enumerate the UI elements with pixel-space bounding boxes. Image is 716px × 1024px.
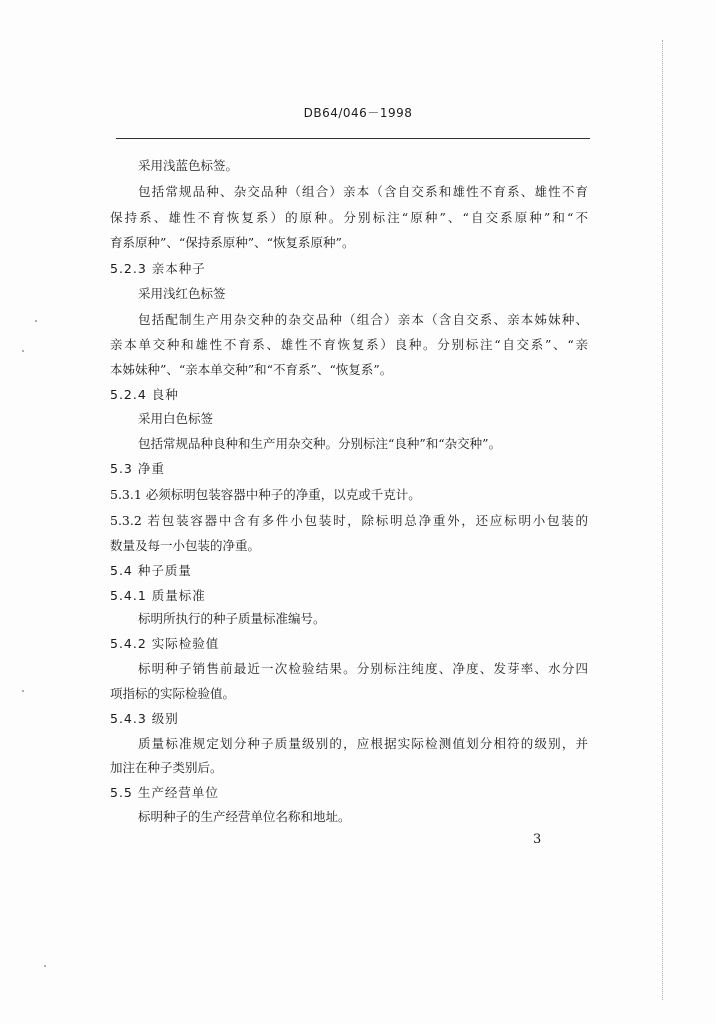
body-line: 采用浅蓝色标签。: [138, 158, 239, 173]
body-line: 标明种子的生产经营单位名称和地址。: [138, 809, 351, 824]
body-line: 质量标准规定划分种子质量级别的，应根据实际检测值划分相符的级别，并: [138, 736, 588, 751]
body-line: 标明所执行的种子质量标准编号。: [138, 611, 326, 626]
section-heading: 5.4.3 级别: [110, 711, 179, 726]
body-line: 采用白色标签: [138, 411, 214, 426]
page-number: 3: [533, 832, 542, 847]
body-line: 包括常规品种良种和生产用杂交种。分别标注“良种”和“杂交种”。: [138, 436, 502, 451]
body-line: 加注在种子类别后。: [110, 760, 223, 775]
body-line: 包括配制生产用杂交种的杂交品种（组合）亲本（含自交系、亲本姊妹种、: [138, 312, 588, 327]
body-line: 育系原种”、“保持系原种”、“恢复系原种”。: [110, 235, 355, 250]
standard-code-header: DB64/046－1998: [303, 106, 413, 120]
section-heading: 5.5 生产经营单位: [110, 785, 219, 800]
body-line: 包括常规品种、杂交品种（组合）亲本（含自交系和雄性不育系、雄性不育: [138, 184, 588, 199]
body-line: 数量及每一小包装的净重。: [110, 538, 261, 553]
scan-speck: [22, 350, 24, 352]
header-rule: [116, 138, 590, 139]
section-heading: 5.2.4 良种: [110, 387, 179, 402]
body-line: 5.3.2 若包装容器中含有多件小包装时，除标明总净重外，还应标明小包装的: [110, 513, 588, 528]
body-line: 标明种子销售前最近一次检验结果。分别标注纯度、净度、发芽率、水分四: [138, 661, 588, 676]
section-heading: 5.4.2 实际检验值: [110, 636, 220, 651]
body-line: 本姊妹种”、“亲本单交种”和“不育系”、“恢复系”。: [110, 362, 393, 377]
scan-speck: [44, 965, 46, 967]
body-line: 5.3.1 必须标明包装容器中种子的净重，以克或千克计。: [110, 487, 421, 502]
section-heading: 5.2.3 亲本种子: [110, 261, 206, 276]
scan-speck: [22, 690, 24, 692]
body-line: 保持系、雄性不育恢复系）的原种。分别标注“原种”、“自交系原种”和“不: [110, 210, 588, 225]
scan-speck: [35, 320, 37, 322]
body-line: 采用浅红色标签: [138, 286, 226, 301]
body-line: 亲本单交种和雄性不育系、雄性不育恢复系）良种。分别标注“自交系”、“亲: [110, 337, 588, 352]
section-heading: 5.4 种子质量: [110, 563, 192, 578]
section-heading: 5.3 净重: [110, 461, 165, 476]
body-line: 项指标的实际检验值。: [110, 686, 236, 701]
page-edge-line: [662, 40, 663, 1000]
section-heading: 5.4.1 质量标准: [110, 588, 206, 603]
